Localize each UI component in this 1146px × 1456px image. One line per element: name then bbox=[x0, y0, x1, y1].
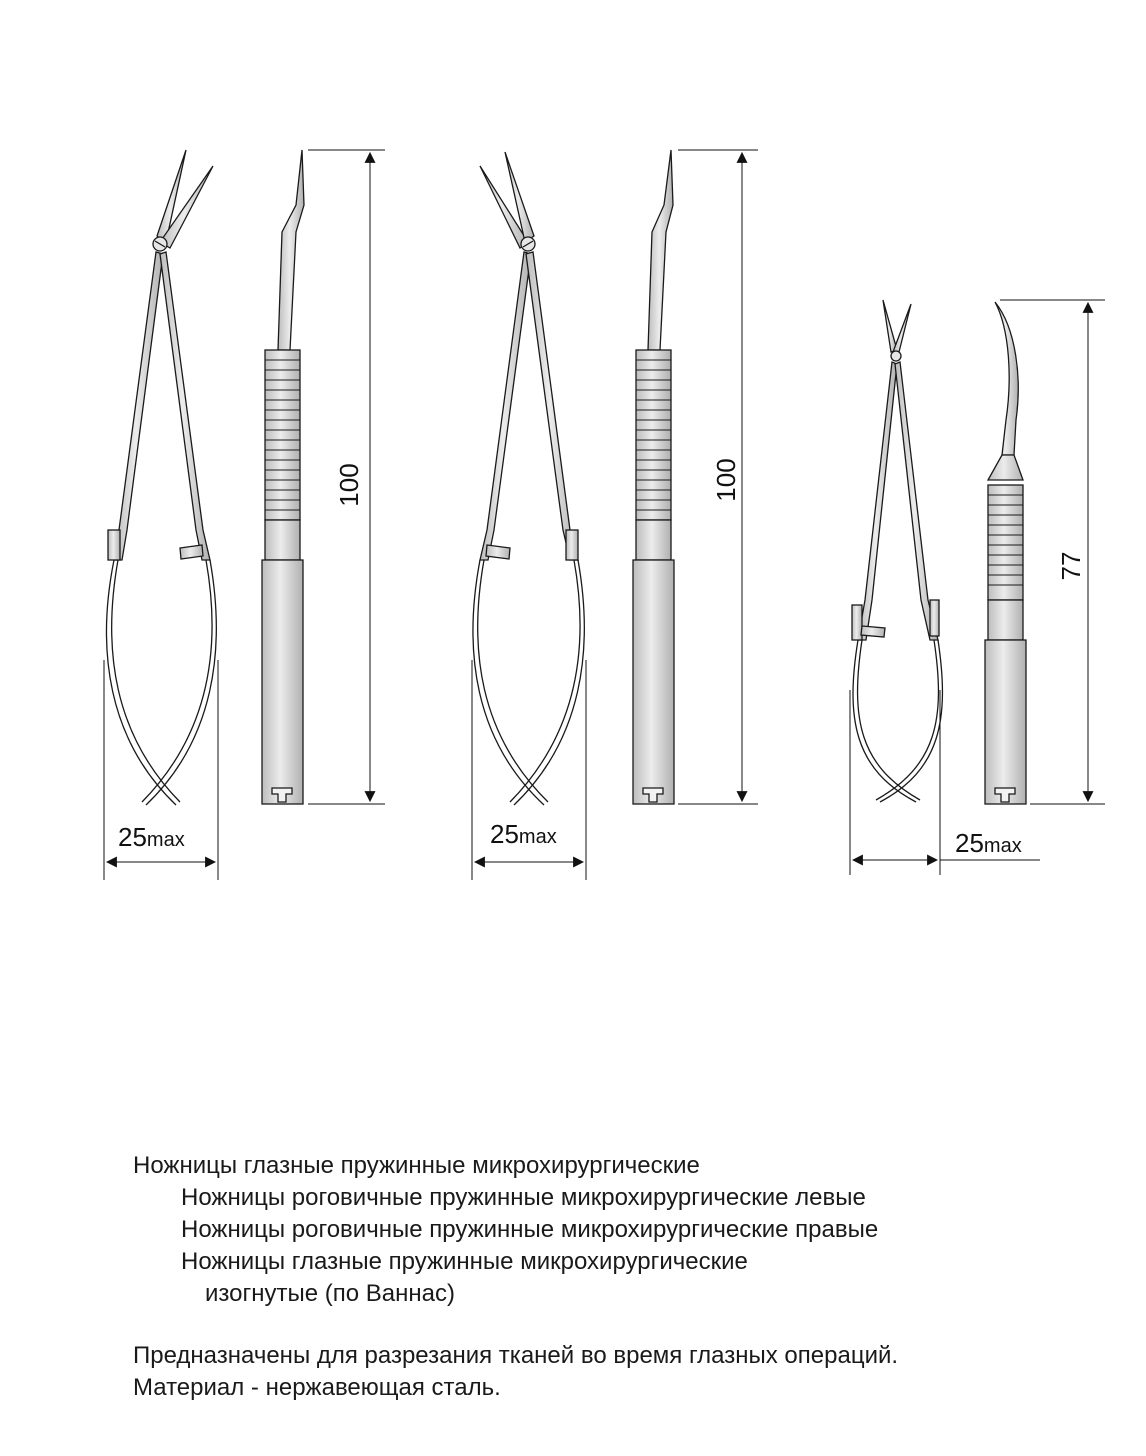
span-label-1: 25max bbox=[118, 822, 185, 852]
scissors-1-side-view bbox=[262, 150, 304, 804]
caption-line-1: Ножницы глазные пружинные микрохирургические bbox=[133, 1152, 700, 1179]
caption-line-2: Ножницы роговичные пружинные микрохирургические левые bbox=[181, 1184, 866, 1211]
scissors-3-front-view bbox=[852, 300, 942, 802]
caption-line-5: изогнутые (по Ваннас) bbox=[205, 1280, 455, 1307]
length-label-3: 77 bbox=[1056, 551, 1086, 581]
scissors-3-side-view bbox=[985, 302, 1026, 804]
span-label-2: 25max bbox=[490, 819, 557, 849]
scissors-2-side-view bbox=[633, 150, 674, 804]
caption-line-4: Ножницы глазные пружинные микрохирургические bbox=[181, 1248, 748, 1275]
dimension-lines bbox=[104, 150, 1105, 880]
length-label-1: 100 bbox=[334, 463, 364, 507]
caption bbox=[133, 1150, 1123, 1404]
span-label-3: 25max bbox=[955, 828, 1022, 858]
material-text: Материал - нержавеющая сталь. bbox=[133, 1374, 501, 1401]
caption-line-3: Ножницы роговичные пружинные микрохирургические правые bbox=[181, 1216, 879, 1243]
scissors-1-front-view bbox=[106, 150, 216, 805]
scissors-2-front-view bbox=[473, 152, 584, 805]
length-label-2: 100 bbox=[711, 458, 741, 502]
purpose-text: Предназначены для разрезания тканей во время глазных операций. bbox=[133, 1342, 899, 1369]
